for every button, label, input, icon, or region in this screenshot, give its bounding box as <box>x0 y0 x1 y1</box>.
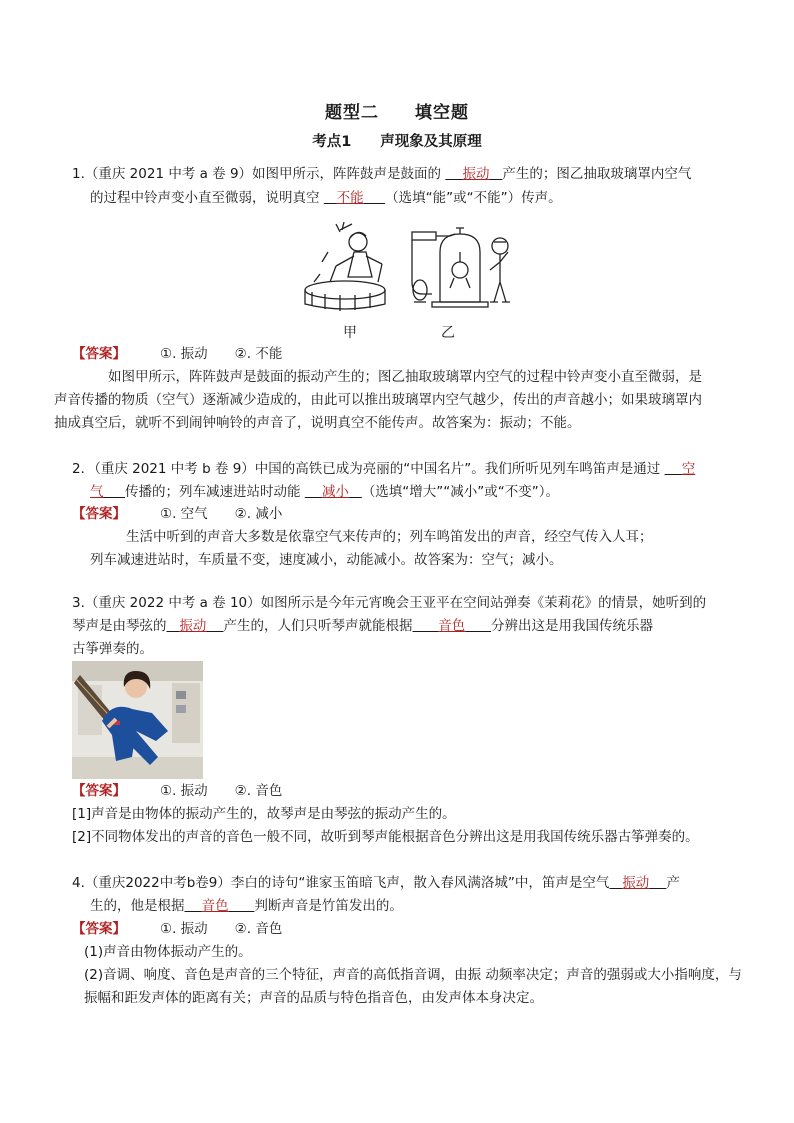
q2-explanation-2: 列车减速进站时，车质量不变，速度减小，动能减小。故答案为：空气；减小。 <box>90 552 563 568</box>
q4-blank2: 音色 <box>201 898 229 914</box>
q4-text: 4.（重庆2022中考b卷9）李白的诗句“谁家玉笛暗飞声，散入春风满洛城”中，笛声是空气 <box>72 875 610 891</box>
astronaut-photo <box>72 661 203 779</box>
q1-text: 的过程中铃声变小直至微弱，说明真空 <box>90 190 324 206</box>
section-subtitle: 考点1 声现象及其原理 <box>312 134 482 150</box>
q1-answer-values: ①. 振动 ②. 不能 <box>160 346 283 362</box>
q1-explanation-2: 声音传播的物质（空气）逐渐减少造成的，由此可以推出玻璃罩内空气越少，传出的声音越小；如果玻璃罩内 <box>54 392 702 408</box>
q4-text: 判断声音是竹笛发出的。 <box>254 898 403 914</box>
q4-answer-values: ①. 振动 ②. 音色 <box>160 921 283 937</box>
q1-answer <box>72 343 282 365</box>
drum-belljar-figure <box>300 222 520 314</box>
q4-text: 产 <box>666 875 680 891</box>
drum-illustration <box>305 222 385 311</box>
q2-text: （选填“增大”“减小”或“不变”）。 <box>361 484 560 500</box>
q2-text: 传播的；列车减速进站时动能 <box>124 484 305 500</box>
q4-explanation-1: (1)声音由物体振动产生的。 <box>84 944 252 960</box>
q2-blank1-part2: 气 <box>90 484 104 500</box>
child-illustration <box>490 238 510 302</box>
q2-line2 <box>90 481 559 503</box>
figure-label-jia: 甲 <box>343 325 357 341</box>
q4-explanation-3: 振幅和距发声体的距离有关；声音的品质与特色指音色，由发声体本身决定。 <box>84 990 543 1006</box>
q3-text: 分辨出这是用我国传统乐器 <box>491 618 654 634</box>
q4-answer <box>72 918 282 940</box>
q1-blank1: 振动 <box>462 166 490 182</box>
q3-blank2: 音色 <box>438 618 466 634</box>
q2-answer-values: ①. 空气 ②. 减小 <box>160 506 283 522</box>
page-title: 题型二 填空题 <box>325 103 469 123</box>
q1-text: 1.（重庆 2021 中考 a 卷 9）如图甲所示，阵阵鼓声是鼓面的 <box>72 166 446 182</box>
q1-explanation-1: 如图甲所示，阵阵鼓声是鼓面的振动产生的；图乙抽取玻璃罩内空气的过程中铃声变小直至微弱，是 <box>108 369 702 385</box>
q4-text: 生的，他是根据 <box>90 898 185 914</box>
answer-label: 【答案】 <box>72 506 126 522</box>
q3-line2 <box>72 615 653 637</box>
q1-text: 产生的；图乙抽取玻璃罩内空气 <box>502 166 692 182</box>
answer-label: 【答案】 <box>72 921 126 937</box>
q3-line3: 古筝弹奏的。 <box>72 641 153 657</box>
q3-text: 琴声是由琴弦的 <box>72 618 167 634</box>
q2-answer <box>72 503 282 525</box>
q2-blank2: 减小 <box>321 484 349 500</box>
q4-explanation-2: (2)音调、响度、音色是声音的三个特征，声音的高低指音调，由振 动频率决定；声音的强弱或大小指响度，与 <box>84 967 742 983</box>
q3-blank1: 振动 <box>179 618 207 634</box>
answer-label: 【答案】 <box>72 783 126 799</box>
q3-answer-values: ①. 振动 ②. 音色 <box>160 783 283 799</box>
q4-line2 <box>90 895 403 917</box>
q2-line1 <box>72 458 695 480</box>
q3-text: 产生的，人们只听琴声就能根据 <box>223 618 413 634</box>
q1-line1 <box>72 163 691 185</box>
figure-label-yi: 乙 <box>441 325 455 341</box>
bell-jar-illustration <box>412 228 488 307</box>
q2-blank1-part1: 空 <box>681 461 696 477</box>
answer-label: 【答案】 <box>72 346 126 362</box>
q3-explanation-2: [2]不同物体发出的声音的音色一般不同，故听到琴声能根据音色分辨出这是用我国传统乐器古筝弹奏的。 <box>72 829 699 845</box>
q3-line1: 3.（重庆 2022 中考 a 卷 10）如图所示是今年元宵晚会王亚平在空间站弹奏《茉莉花》的情景，她听到的 <box>72 595 707 611</box>
q1-line2 <box>90 187 562 209</box>
q4-line1 <box>72 872 680 894</box>
q4-blank1: 振动 <box>622 875 650 891</box>
q1-blank2: 不能 <box>336 190 364 206</box>
q3-explanation-1: [1]声音是由物体的振动产生的，故琴声是由琴弦的振动产生的。 <box>72 806 456 822</box>
q1-explanation-3: 抽成真空后，就听不到闹钟响铃的声音了，说明真空不能传声。故答案为：振动；不能。 <box>54 415 581 431</box>
q3-answer <box>72 780 282 802</box>
q1-text: （选填“能”或“不能”）传声。 <box>385 190 562 206</box>
q2-explanation-1: 生活中听到的声音大多数是依靠空气来传声的；列车鸣笛发出的声音，经空气传入人耳； <box>126 529 653 545</box>
q2-text: 2．（重庆 2021 中考 b 卷 9）中国的高铁已成为亮丽的“中国名片”。我们所听见列车鸣笛声是通过 <box>72 461 665 477</box>
